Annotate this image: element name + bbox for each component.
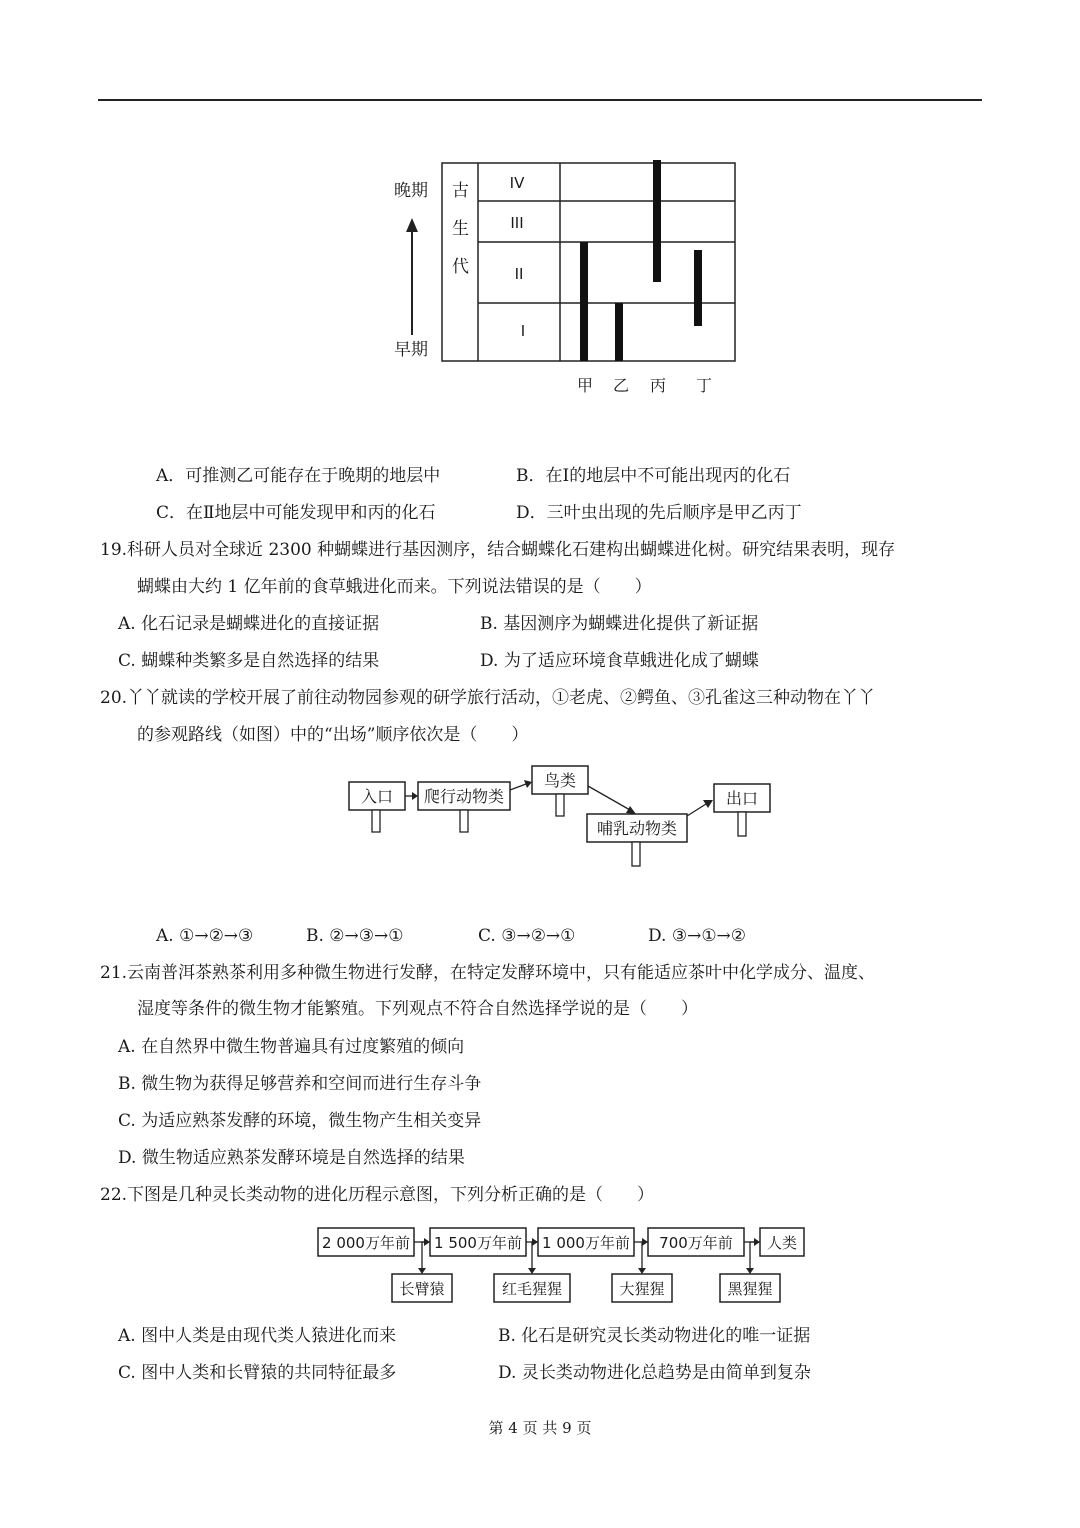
layer-label-i: I <box>520 322 526 340</box>
species-label-jia: 甲 <box>576 376 594 395</box>
exit-post <box>738 812 746 836</box>
reptiles-label: 爬行动物类 <box>423 787 505 806</box>
q19-option-b: B. 基因测序为蝴蝶进化提供了新证据 <box>480 614 759 634</box>
q22-option-b: B. 化石是研究灵长类动物进化的唯一证据 <box>498 1326 811 1346</box>
gorilla-label: 大猩猩 <box>619 1280 665 1298</box>
early-label: 早期 <box>394 340 428 360</box>
species-label-yi: 乙 <box>612 376 630 395</box>
q20-option-a: A. ①→②→③ <box>156 926 254 946</box>
q22-stem: 22.下图是几种灵长类动物的进化历程示意图，下列分析正确的是（ ） <box>100 1185 655 1205</box>
q18-option-b: B．在Ⅰ的地层中不可能出现丙的化石 <box>516 466 791 486</box>
q19-stem-line2: 蝴蝶由大约 1 亿年前的食草蛾进化而来。下列说法错误的是（ ） <box>137 577 652 597</box>
time-label-15m: 1 500万年前 <box>434 1234 522 1252</box>
q22-option-d: D. 灵长类动物进化总趋势是由简单到复杂 <box>498 1363 811 1383</box>
gibbon-label: 长臂猿 <box>399 1280 445 1298</box>
q21-option-a: A. 在自然界中微生物普遍具有过度繁殖的倾向 <box>118 1037 465 1057</box>
q20-stem-line1: 20.丫丫就读的学校开展了前往动物园参观的研学旅行活动，①老虎、②鳄鱼、③孔雀这三种动物在丫丫 <box>100 688 876 708</box>
entrance-post <box>372 810 380 832</box>
exit-label: 出口 <box>725 789 759 808</box>
strata-table-border <box>442 163 735 361</box>
q20-option-c: C. ③→②→① <box>478 926 576 946</box>
q20-option-d: D. ③→①→② <box>648 926 747 946</box>
page-footer: 第 4 页 共 9 页 <box>488 1419 592 1437</box>
q22-option-c: C. 图中人类和长臂猿的共同特征最多 <box>118 1363 397 1383</box>
entrance-label: 入口 <box>360 787 394 806</box>
birds-post <box>556 794 564 816</box>
species-bar-ding <box>694 250 702 326</box>
layer-label-ii: II <box>514 265 524 283</box>
q21-option-c: C. 为适应熟茶发酵的环境，微生物产生相关变异 <box>118 1111 482 1131</box>
species-label-ding: 丁 <box>695 376 713 395</box>
mammals-post <box>632 842 640 866</box>
species-bar-bing <box>653 160 661 282</box>
q20-stem-line2: 的参观路线（如图）中的“出场”顺序依次是（ ） <box>137 725 529 745</box>
q19-option-c: C. 蝴蝶种类繁多是自然选择的结果 <box>118 651 380 671</box>
q21-option-b: B. 微生物为获得足够营养和空间而进行生存斗争 <box>118 1074 482 1094</box>
era-char-3: 代 <box>452 257 469 277</box>
q19-stem-line1: 19.科研人员对全球近 2300 种蝴蝶进行基因测序，结合蝴蝶化石建构出蝴蝶进化树。研究结果表明，现存 <box>100 540 896 560</box>
q19-option-d: D. 为了适应环境食草蛾进化成了蝴蝶 <box>480 651 759 671</box>
q21-stem-line2: 湿度等条件的微生物才能繁殖。下列观点不符合自然选择学说的是（ ） <box>137 999 698 1019</box>
q21-option-d: D. 微生物适应熟茶发酵环境是自然选择的结果 <box>118 1148 465 1168</box>
era-char-2: 生 <box>452 219 469 239</box>
time-label-10m: 1 000万年前 <box>542 1234 630 1252</box>
time-arrow-head <box>406 218 418 232</box>
time-label-7m: 700万年前 <box>659 1234 733 1252</box>
chimpanzee-label: 黑猩猩 <box>727 1280 773 1298</box>
human-label: 人类 <box>766 1234 798 1252</box>
q20-option-b: B. ②→③→① <box>306 926 404 946</box>
layer-label-iii: III <box>510 214 524 232</box>
strata-figure <box>380 150 760 400</box>
primate-evolution-figure <box>310 1218 810 1310</box>
q21-stem-line1: 21.云南普洱茶熟茶利用多种微生物进行发酵，在特定发酵环境中，只有能适应茶叶中化学成分、温度、 <box>100 963 876 983</box>
orangutan-label: 红毛猩猩 <box>501 1280 563 1298</box>
species-label-bing: 丙 <box>649 376 667 395</box>
reptiles-post <box>460 810 468 832</box>
species-bar-yi <box>615 303 623 361</box>
time-label-20m: 2 000万年前 <box>322 1234 410 1252</box>
q22-option-a: A. 图中人类是由现代类人猿进化而来 <box>118 1326 397 1346</box>
q18-option-c: C．在Ⅱ地层中可能发现甲和丙的化石 <box>156 503 436 523</box>
header-rule <box>98 99 982 101</box>
species-bar-jia <box>580 242 588 361</box>
layer-label-iv: IV <box>509 174 525 192</box>
mammals-label: 哺乳动物类 <box>596 819 678 838</box>
era-char-1: 古 <box>452 181 469 201</box>
late-label: 晚期 <box>394 181 428 201</box>
q18-option-d: D．三叶虫出现的先后顺序是甲乙丙丁 <box>516 503 802 523</box>
q19-option-a: A. 化石记录是蝴蝶进化的直接证据 <box>118 614 380 634</box>
birds-label: 鸟类 <box>543 771 577 790</box>
q18-option-a: A．可推测乙可能存在于晚期的地层中 <box>156 466 441 486</box>
zoo-route-figure <box>340 760 780 872</box>
